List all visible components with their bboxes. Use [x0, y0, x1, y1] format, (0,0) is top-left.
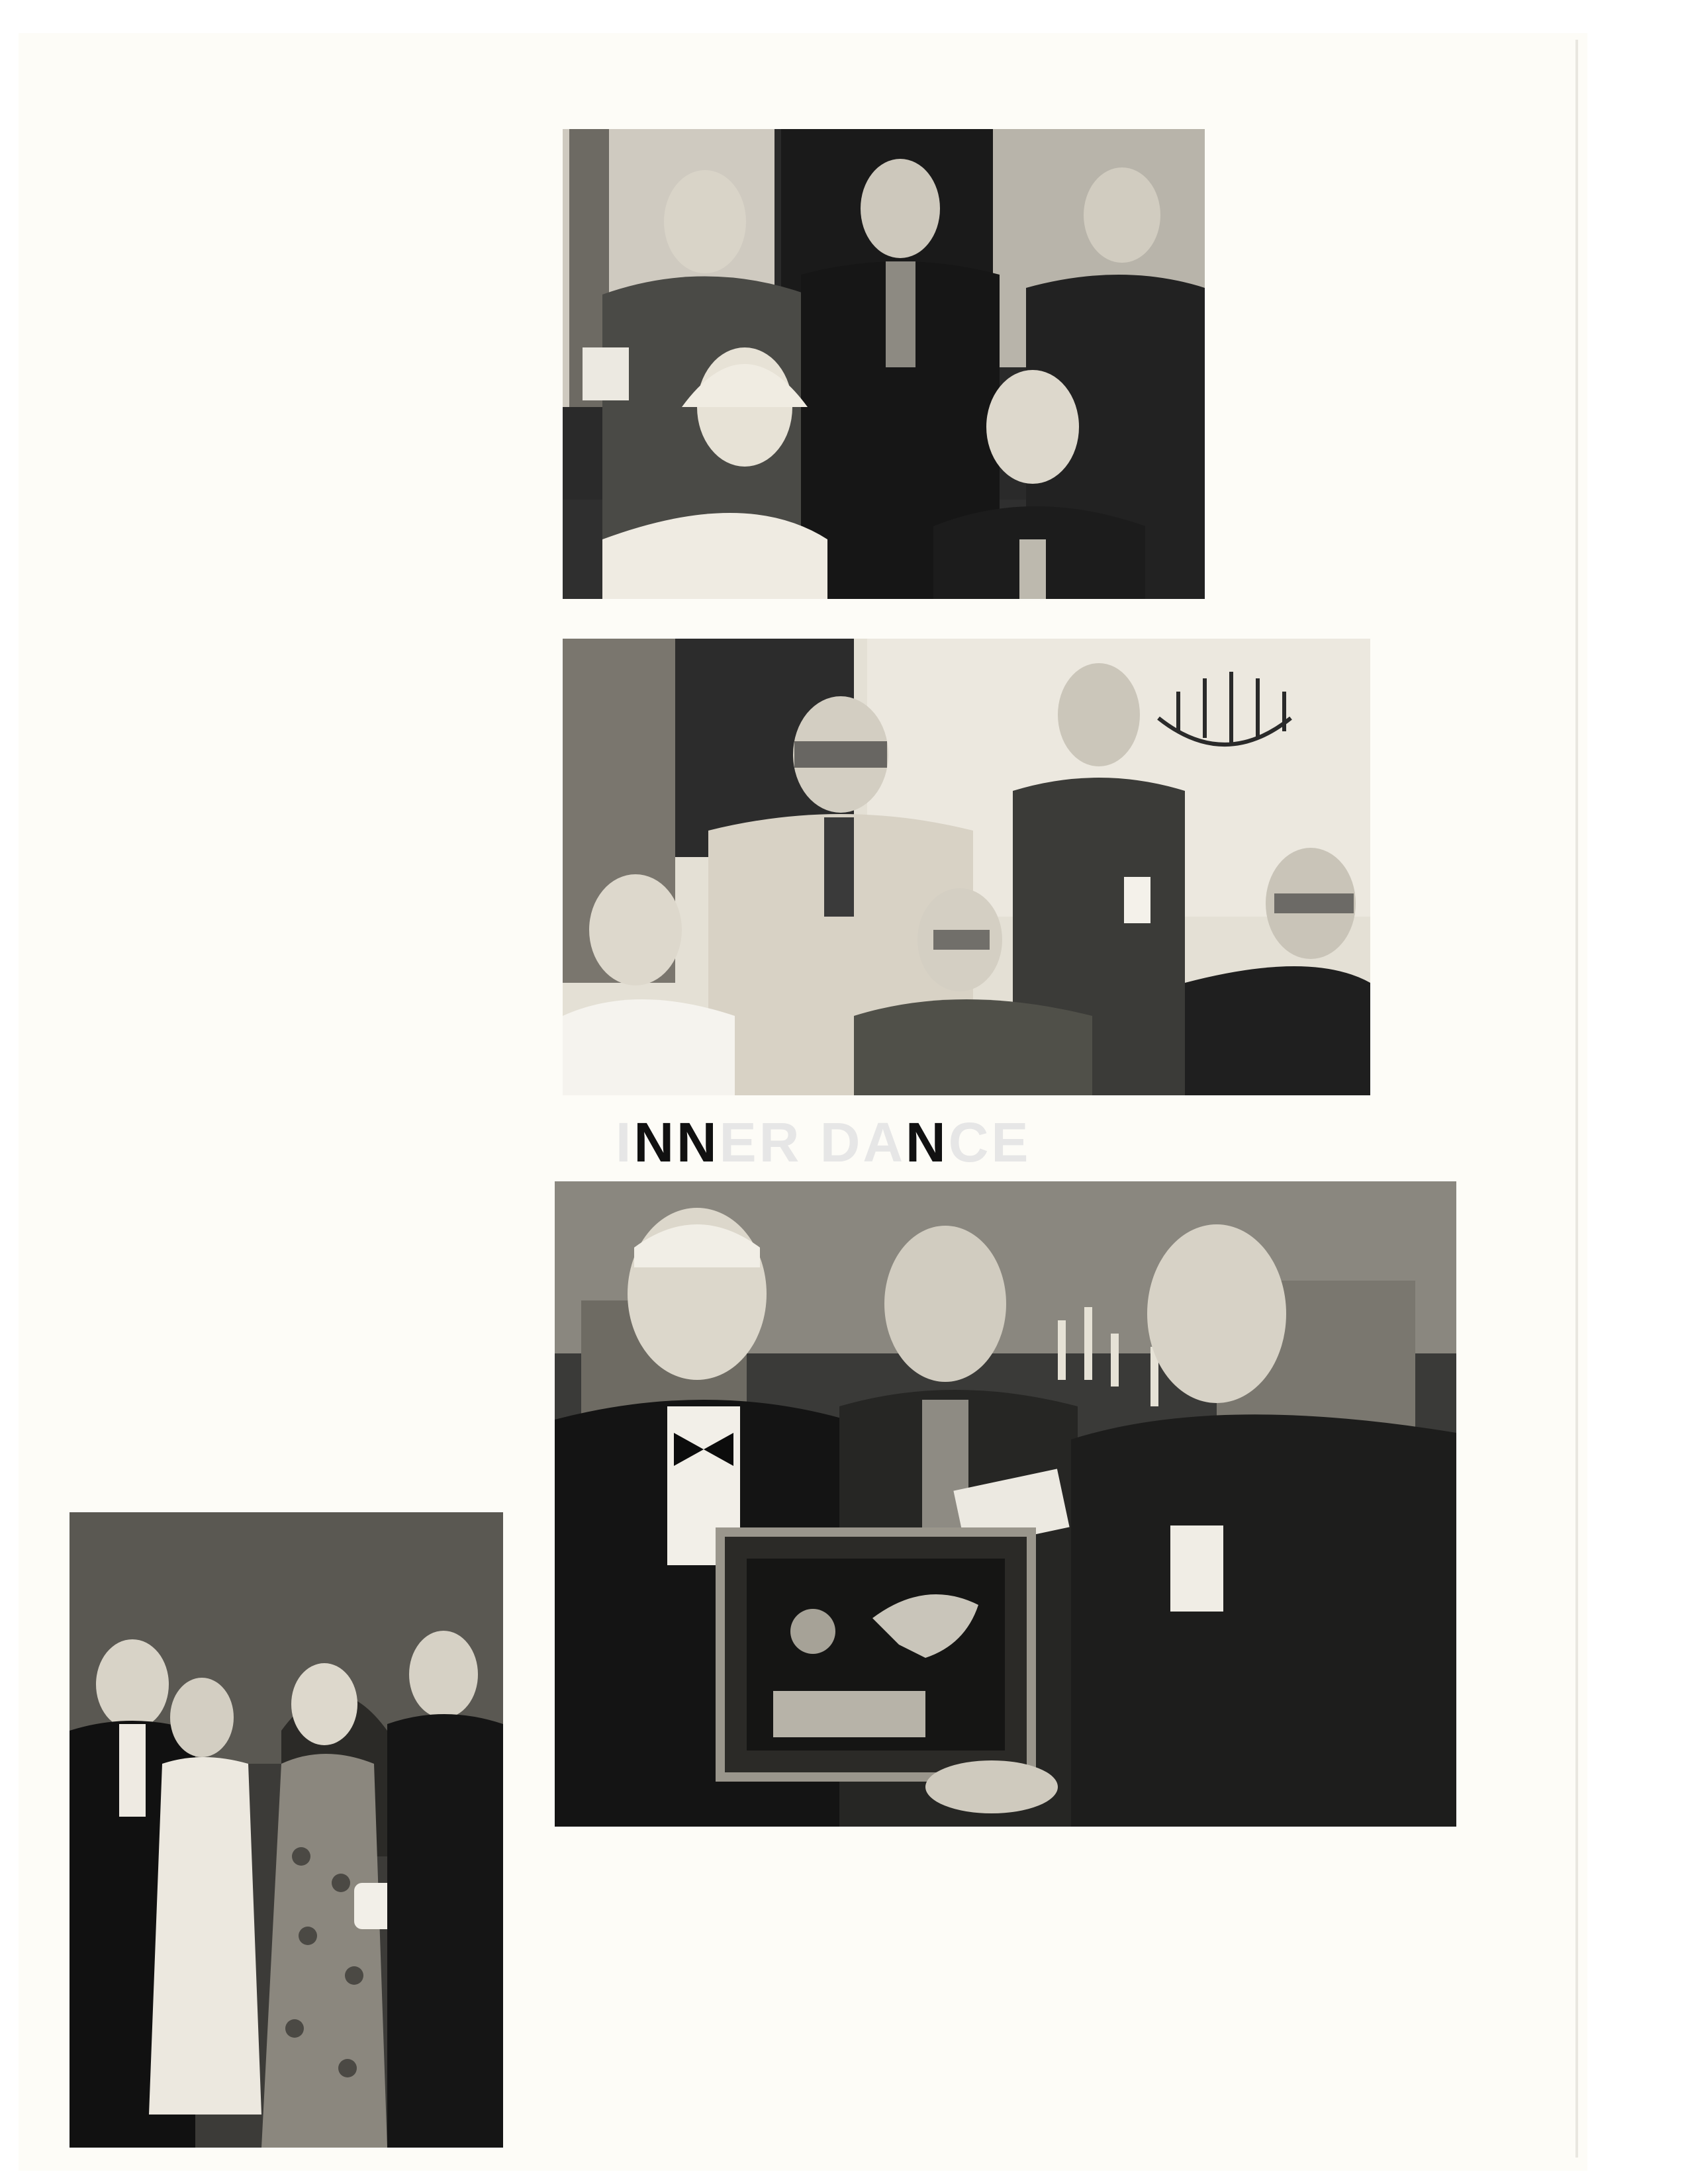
heading-segment-5: CE	[948, 1111, 1031, 1173]
heading-segment-1: I	[616, 1111, 634, 1173]
heading-segment-3: ER DA	[719, 1111, 906, 1173]
section-heading	[616, 1111, 1031, 1175]
photo-group-officers	[563, 639, 1370, 1095]
photo-group-five-people	[563, 129, 1205, 599]
photo-plaque-presentation	[555, 1181, 1456, 1827]
heading-segment-2: NN	[633, 1111, 720, 1173]
heading-segment-4: N	[906, 1111, 949, 1173]
page-edge	[1575, 40, 1578, 2158]
photo-dinner-dance-guests	[70, 1512, 503, 2148]
